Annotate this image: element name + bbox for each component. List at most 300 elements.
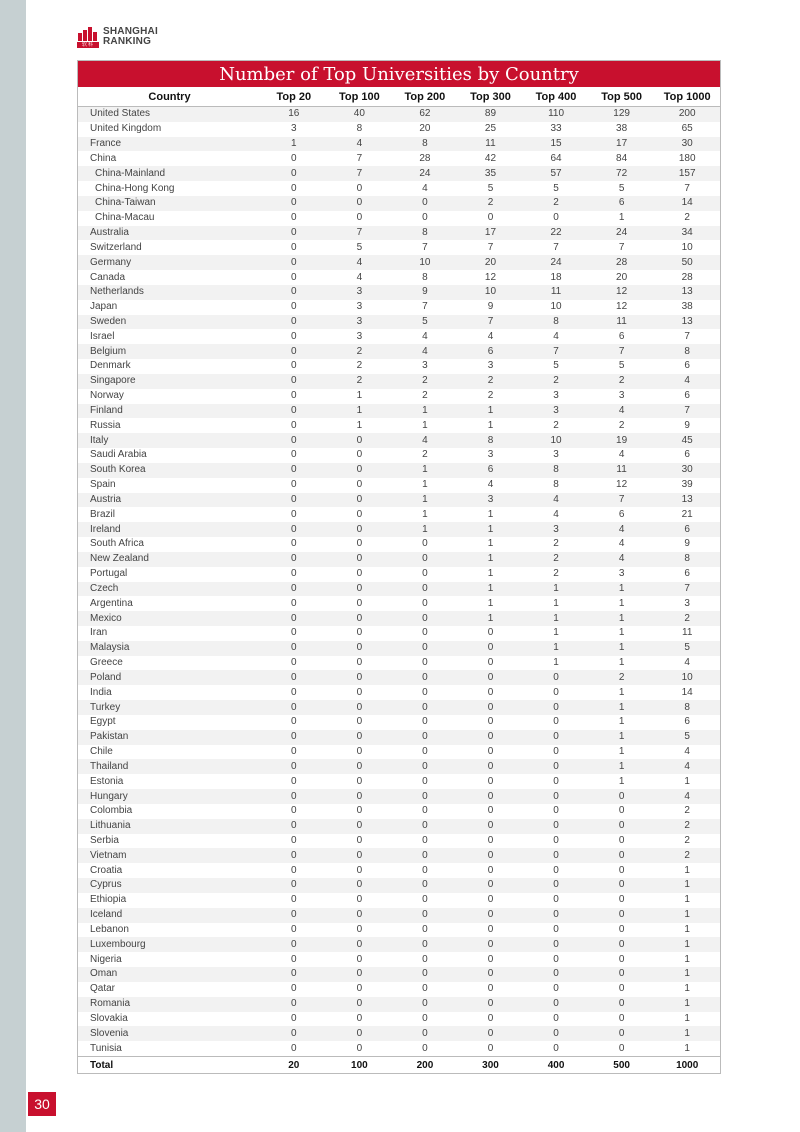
- count-cell: 0: [487, 1042, 494, 1054]
- count-cell: 0: [487, 923, 494, 935]
- count-cell: 0: [356, 212, 363, 224]
- count-cell: 0: [261, 196, 327, 211]
- country-cell: China-Taiwan: [78, 196, 261, 211]
- count-cell: 4: [618, 538, 625, 550]
- count-cell: 0: [589, 1026, 655, 1041]
- count-cell: 4: [327, 137, 393, 152]
- count-cell: 0: [356, 686, 363, 698]
- table-row: [78, 478, 720, 493]
- country-cell: Canada: [90, 271, 126, 283]
- count-cell: 2: [553, 568, 559, 580]
- count-cell: 0: [261, 730, 327, 745]
- count-cell: 12: [616, 301, 628, 313]
- count-cell: 0: [356, 834, 363, 846]
- table-row: [78, 863, 720, 878]
- count-cell: 0: [458, 937, 524, 952]
- country-cell: Spain: [90, 479, 116, 491]
- count-cell: 0: [458, 670, 524, 685]
- count-cell: 2: [356, 360, 363, 372]
- count-cell: 1: [654, 967, 720, 982]
- count-cell: 0: [523, 997, 589, 1012]
- table-row: [78, 107, 720, 122]
- count-cell: 1: [684, 775, 690, 787]
- count-cell: 11: [523, 285, 589, 300]
- count-cell: 0: [327, 1026, 393, 1041]
- count-cell: 7: [327, 166, 393, 181]
- count-cell: 0: [327, 196, 393, 211]
- count-cell: 0: [487, 834, 494, 846]
- count-cell: 0: [261, 285, 327, 300]
- count-cell: 0: [458, 641, 524, 656]
- country-cell: Estonia: [90, 775, 124, 787]
- count-cell: 0: [422, 686, 428, 698]
- count-cell: 6: [684, 716, 690, 728]
- count-cell: 0: [487, 953, 494, 965]
- country-cell: United States: [78, 107, 261, 122]
- count-cell: 1: [327, 404, 393, 419]
- count-cell: 7: [458, 315, 524, 330]
- count-cell: 0: [291, 212, 297, 224]
- count-cell: 0: [422, 746, 428, 758]
- count-cell: 2: [487, 390, 494, 402]
- count-cell: 0: [261, 789, 327, 804]
- country-cell: Luxembourg: [78, 937, 261, 952]
- count-cell: 0: [618, 1012, 625, 1024]
- count-cell: 5: [392, 315, 458, 330]
- table-row: [78, 537, 720, 552]
- count-cell: 0: [523, 967, 589, 982]
- table-row: [78, 359, 720, 374]
- count-cell: 39: [681, 479, 693, 491]
- country-cell: Czech: [78, 582, 261, 597]
- count-cell: 0: [327, 670, 393, 685]
- count-cell: 0: [291, 479, 297, 491]
- count-cell: 0: [458, 878, 524, 893]
- count-cell: 1: [684, 983, 690, 995]
- table-row: [78, 967, 720, 982]
- count-cell: 0: [291, 686, 297, 698]
- count-cell: 0: [327, 967, 393, 982]
- count-cell: 4: [422, 330, 428, 342]
- country-cell: Oman: [78, 967, 261, 982]
- count-cell: 2: [392, 374, 458, 389]
- count-cell: 0: [589, 937, 655, 952]
- count-cell: 20: [458, 255, 524, 270]
- count-cell: 2: [684, 834, 690, 846]
- count-cell: 0: [523, 730, 589, 745]
- shanghai-ranking-logo: [77, 24, 158, 50]
- count-cell: 0: [422, 1012, 428, 1024]
- count-cell: 0: [422, 627, 428, 639]
- count-cell: 1: [589, 730, 655, 745]
- count-cell: 62: [392, 107, 458, 122]
- count-cell: 2: [553, 419, 559, 431]
- count-cell: 0: [327, 819, 393, 834]
- count-cell: 1: [487, 538, 494, 550]
- count-cell: 3: [618, 390, 625, 402]
- count-cell: 3: [356, 301, 363, 313]
- count-cell: 10: [654, 670, 720, 685]
- count-cell: 0: [618, 983, 625, 995]
- count-cell: 0: [458, 700, 524, 715]
- country-cell: Greece: [90, 657, 123, 669]
- count-cell: 0: [291, 538, 297, 550]
- count-cell: 0: [487, 627, 494, 639]
- count-cell: 0: [458, 997, 524, 1012]
- count-cell: 0: [356, 538, 363, 550]
- count-cell: 0: [553, 834, 559, 846]
- count-cell: 0: [261, 344, 327, 359]
- country-cell: India: [90, 686, 112, 698]
- count-cell: 0: [523, 908, 589, 923]
- count-cell: 0: [356, 568, 363, 580]
- count-cell: 0: [261, 700, 327, 715]
- total-cell: 500: [589, 1057, 655, 1074]
- count-cell: 4: [553, 508, 559, 520]
- country-cell: Iran: [90, 627, 108, 639]
- logo-mark-text: 软科: [77, 42, 99, 48]
- count-cell: 0: [392, 967, 458, 982]
- count-cell: 0: [356, 479, 363, 491]
- count-cell: 7: [684, 182, 690, 194]
- count-cell: 0: [327, 582, 393, 597]
- count-cell: 0: [422, 923, 428, 935]
- table-row: [78, 834, 720, 849]
- count-cell: 1: [458, 552, 524, 567]
- ranking-bars-icon: [77, 26, 99, 48]
- country-cell: Pakistan: [78, 730, 261, 745]
- side-bar: [0, 0, 26, 1132]
- count-cell: 3: [291, 123, 297, 135]
- table-row: [78, 700, 720, 715]
- count-cell: 0: [291, 597, 297, 609]
- count-cell: 0: [589, 908, 655, 923]
- table-row: [78, 493, 720, 508]
- count-cell: 0: [261, 759, 327, 774]
- count-cell: 10: [523, 433, 589, 448]
- country-cell: Portugal: [90, 568, 128, 580]
- count-cell: 16: [261, 107, 327, 122]
- count-cell: 8: [422, 271, 428, 283]
- count-cell: 6: [618, 330, 625, 342]
- count-cell: 3: [618, 568, 625, 580]
- count-cell: 0: [392, 670, 458, 685]
- count-cell: 72: [589, 166, 655, 181]
- count-cell: 0: [261, 937, 327, 952]
- count-cell: 1: [261, 137, 327, 152]
- count-cell: 3: [422, 360, 428, 372]
- count-cell: 14: [681, 686, 693, 698]
- count-cell: 35: [458, 166, 524, 181]
- table-row: [78, 522, 720, 537]
- count-cell: 0: [291, 360, 297, 372]
- table-row: [78, 463, 720, 478]
- count-cell: 0: [553, 864, 559, 876]
- table-row: [78, 641, 720, 656]
- count-cell: 1: [684, 864, 690, 876]
- count-cell: 28: [589, 255, 655, 270]
- total-cell: 400: [523, 1057, 589, 1074]
- count-cell: 28: [681, 271, 693, 283]
- count-cell: 6: [654, 522, 720, 537]
- count-cell: 0: [392, 730, 458, 745]
- count-cell: 1: [487, 568, 494, 580]
- table-row: [78, 255, 720, 270]
- count-cell: 7: [589, 493, 655, 508]
- table-row: [78, 789, 720, 804]
- table-row: [78, 656, 720, 671]
- count-cell: 1: [654, 997, 720, 1012]
- count-cell: 38: [681, 301, 693, 313]
- country-cell: Malaysia: [78, 641, 261, 656]
- count-cell: 0: [618, 834, 625, 846]
- count-cell: 1: [618, 212, 625, 224]
- count-cell: 6: [684, 449, 690, 461]
- count-cell: 15: [523, 137, 589, 152]
- count-cell: 0: [523, 937, 589, 952]
- count-cell: 1: [618, 686, 625, 698]
- country-cell: Thailand: [78, 759, 261, 774]
- count-cell: 42: [484, 152, 497, 164]
- table-row: [78, 908, 720, 923]
- count-cell: 0: [458, 789, 524, 804]
- count-cell: 24: [523, 255, 589, 270]
- count-cell: 2: [589, 670, 655, 685]
- table-row: [78, 315, 720, 330]
- count-cell: 0: [618, 923, 625, 935]
- count-cell: 0: [327, 641, 393, 656]
- count-cell: 0: [291, 152, 297, 164]
- count-cell: 3: [553, 390, 559, 402]
- table-row: [78, 285, 720, 300]
- country-cell: China-Hong Kong: [95, 182, 175, 194]
- count-cell: 1: [654, 878, 720, 893]
- count-cell: 1: [553, 657, 559, 669]
- table-row: [78, 389, 720, 404]
- count-cell: 1: [458, 522, 524, 537]
- count-cell: 0: [356, 182, 363, 194]
- count-cell: 0: [261, 255, 327, 270]
- count-cell: 5: [618, 182, 625, 194]
- column-header-top-400: Top 400: [523, 87, 589, 107]
- count-cell: 0: [356, 746, 363, 758]
- count-cell: 1: [422, 419, 428, 431]
- country-cell: Sweden: [78, 315, 261, 330]
- count-cell: 13: [654, 315, 720, 330]
- count-cell: 1: [684, 1012, 690, 1024]
- count-cell: 0: [327, 463, 393, 478]
- count-cell: 0: [327, 759, 393, 774]
- count-cell: 1: [487, 508, 494, 520]
- table-row: [78, 300, 720, 315]
- count-cell: 0: [261, 433, 327, 448]
- count-cell: 6: [684, 390, 690, 402]
- count-cell: 1: [654, 1026, 720, 1041]
- count-cell: 8: [654, 344, 720, 359]
- count-cell: 21: [681, 508, 693, 520]
- count-cell: 6: [458, 344, 524, 359]
- count-cell: 7: [422, 301, 428, 313]
- count-cell: 0: [458, 967, 524, 982]
- count-cell: 0: [618, 894, 625, 906]
- table-row: [78, 226, 720, 241]
- count-cell: 1: [618, 746, 625, 758]
- country-cell: Argentina: [90, 597, 133, 609]
- count-cell: 0: [523, 759, 589, 774]
- table-row: [78, 878, 720, 893]
- total-cell: 20: [261, 1057, 327, 1074]
- count-cell: 7: [589, 344, 655, 359]
- count-cell: 0: [422, 716, 428, 728]
- count-cell: 0: [553, 805, 559, 817]
- count-cell: 0: [618, 953, 625, 965]
- count-cell: 0: [291, 805, 297, 817]
- country-cell: Singapore: [78, 374, 261, 389]
- count-cell: 0: [392, 582, 458, 597]
- country-cell: China-Macau: [95, 212, 155, 224]
- count-cell: 9: [392, 285, 458, 300]
- count-cell: 1: [356, 390, 363, 402]
- count-cell: 5: [618, 360, 625, 372]
- country-cell: South Africa: [90, 538, 144, 550]
- count-cell: 0: [553, 212, 559, 224]
- count-cell: 50: [654, 255, 720, 270]
- count-cell: 5: [654, 730, 720, 745]
- count-cell: 1: [422, 508, 428, 520]
- country-cell: Japan: [90, 301, 118, 313]
- count-cell: 0: [261, 404, 327, 419]
- table-row: [78, 137, 720, 152]
- count-cell: 8: [458, 433, 524, 448]
- count-cell: 0: [291, 627, 297, 639]
- count-cell: 0: [356, 597, 363, 609]
- count-cell: 0: [618, 805, 625, 817]
- table-row: [78, 774, 720, 789]
- column-header-top-500: Top 500: [589, 87, 655, 107]
- count-cell: 5: [356, 241, 363, 253]
- table-row: [78, 196, 720, 211]
- count-cell: 10: [458, 285, 524, 300]
- table-row: [78, 270, 720, 285]
- count-cell: 0: [291, 1042, 297, 1054]
- count-cell: 6: [458, 463, 524, 478]
- count-cell: 0: [392, 552, 458, 567]
- count-cell: 0: [523, 848, 589, 863]
- table-row: [78, 596, 720, 611]
- table-row: [78, 804, 720, 819]
- count-cell: 0: [261, 1026, 327, 1041]
- count-cell: 1: [684, 1042, 690, 1054]
- table-row: [78, 1012, 720, 1027]
- count-cell: 1: [589, 611, 655, 626]
- count-cell: 84: [616, 152, 628, 164]
- count-cell: 0: [523, 819, 589, 834]
- country-cell: Poland: [78, 670, 261, 685]
- country-cell: Finland: [78, 404, 261, 419]
- count-cell: 0: [422, 983, 428, 995]
- count-cell: 157: [654, 166, 720, 181]
- count-cell: 0: [291, 301, 297, 313]
- count-cell: 0: [458, 848, 524, 863]
- count-cell: 4: [684, 746, 690, 758]
- count-cell: 2: [422, 449, 428, 461]
- count-cell: 1: [422, 479, 428, 491]
- count-cell: 0: [291, 241, 297, 253]
- count-cell: 1: [684, 894, 690, 906]
- count-cell: 24: [589, 226, 655, 241]
- count-cell: 0: [392, 848, 458, 863]
- total-cell: 1000: [654, 1057, 720, 1074]
- count-cell: 0: [327, 730, 393, 745]
- table-row: [78, 715, 720, 730]
- count-cell: 14: [654, 196, 720, 211]
- count-cell: 3: [458, 493, 524, 508]
- count-cell: 4: [654, 789, 720, 804]
- count-cell: 0: [553, 1042, 559, 1054]
- country-cell: Italy: [78, 433, 261, 448]
- count-cell: 0: [356, 775, 363, 787]
- table-row: [78, 982, 720, 997]
- count-cell: 4: [684, 657, 690, 669]
- count-cell: 1: [618, 627, 625, 639]
- table-row: [78, 893, 720, 908]
- table-row: [78, 1026, 720, 1041]
- count-cell: 0: [523, 789, 589, 804]
- count-cell: 1: [654, 937, 720, 952]
- count-cell: 5: [487, 182, 494, 194]
- count-cell: 0: [392, 789, 458, 804]
- count-cell: 0: [327, 611, 393, 626]
- count-cell: 7: [553, 241, 559, 253]
- count-cell: 2: [553, 538, 559, 550]
- count-cell: 8: [356, 123, 363, 135]
- count-cell: 0: [392, 908, 458, 923]
- count-cell: 0: [261, 315, 327, 330]
- count-cell: 0: [291, 775, 297, 787]
- count-cell: 0: [261, 611, 327, 626]
- universities-by-country-table: [78, 87, 720, 1073]
- column-header-top-100: Top 100: [327, 87, 393, 107]
- count-cell: 4: [523, 493, 589, 508]
- table-title: Number of Top Universities by Country: [78, 61, 720, 87]
- count-cell: 4: [487, 330, 494, 342]
- count-cell: 12: [484, 271, 497, 283]
- count-cell: 0: [261, 670, 327, 685]
- brand-line-1: SHANGHAI: [103, 26, 158, 37]
- count-cell: 2: [327, 374, 393, 389]
- count-cell: 0: [356, 508, 363, 520]
- count-cell: 0: [422, 775, 428, 787]
- count-cell: 13: [654, 493, 720, 508]
- count-cell: 6: [618, 508, 625, 520]
- count-cell: 0: [356, 657, 363, 669]
- count-cell: 0: [487, 746, 494, 758]
- table-row: [78, 923, 720, 938]
- total-cell: 100: [327, 1057, 393, 1074]
- count-cell: 0: [291, 449, 297, 461]
- count-cell: 0: [458, 759, 524, 774]
- country-cell: Turkey: [78, 700, 261, 715]
- count-cell: 0: [291, 330, 297, 342]
- count-cell: 0: [261, 641, 327, 656]
- count-cell: 1: [392, 493, 458, 508]
- count-cell: 200: [654, 107, 720, 122]
- table-row: [78, 329, 720, 344]
- count-cell: 8: [523, 463, 589, 478]
- column-header-top-300: Top 300: [458, 87, 524, 107]
- count-cell: 18: [550, 271, 562, 283]
- table-row: [78, 759, 720, 774]
